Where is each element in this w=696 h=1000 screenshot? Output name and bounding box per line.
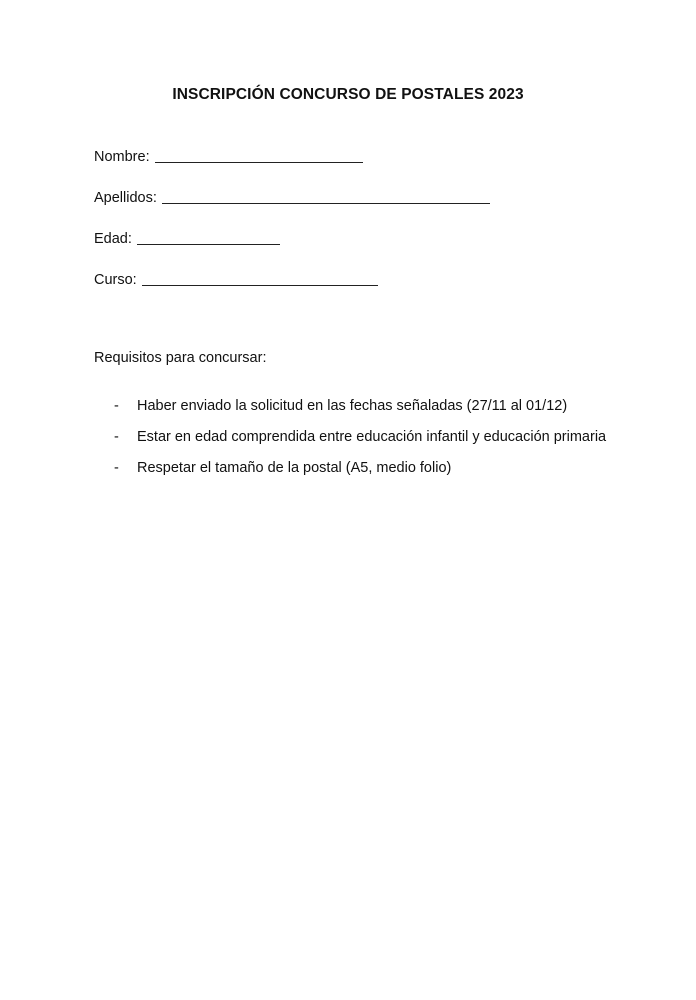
requirements-heading: Requisitos para concursar: xyxy=(94,350,267,366)
nombre-blank-line[interactable] xyxy=(155,149,363,163)
curso-field xyxy=(94,270,378,288)
document-title: INSCRIPCIÓN CONCURSO DE POSTALES 2023 xyxy=(172,86,524,103)
dash-bullet: - xyxy=(114,460,119,476)
requirement-text: Respetar el tamaño de la postal (A5, medio folio) xyxy=(137,460,452,476)
dash-bullet: - xyxy=(114,398,119,414)
apellidos-label: Apellidos: xyxy=(94,190,157,206)
list-item xyxy=(94,453,609,483)
curso-label: Curso: xyxy=(94,272,137,288)
nombre-label: Nombre: xyxy=(94,149,150,165)
apellidos-blank-line[interactable] xyxy=(162,190,490,204)
edad-label: Edad: xyxy=(94,231,132,247)
list-item xyxy=(94,422,609,452)
requirement-text: Estar en edad comprendida entre educación infantil y educación primaria xyxy=(137,429,607,445)
requirement-text: Haber enviado la solicitud en las fechas señaladas (27/11 al 01/12) xyxy=(137,398,568,414)
curso-blank-line[interactable] xyxy=(142,272,378,286)
dash-bullet: - xyxy=(114,429,119,445)
requirements-list xyxy=(94,391,609,484)
edad-blank-line[interactable] xyxy=(137,231,280,245)
edad-field xyxy=(94,229,280,247)
list-item xyxy=(94,391,609,421)
nombre-field xyxy=(94,147,363,165)
apellidos-field xyxy=(94,188,490,206)
